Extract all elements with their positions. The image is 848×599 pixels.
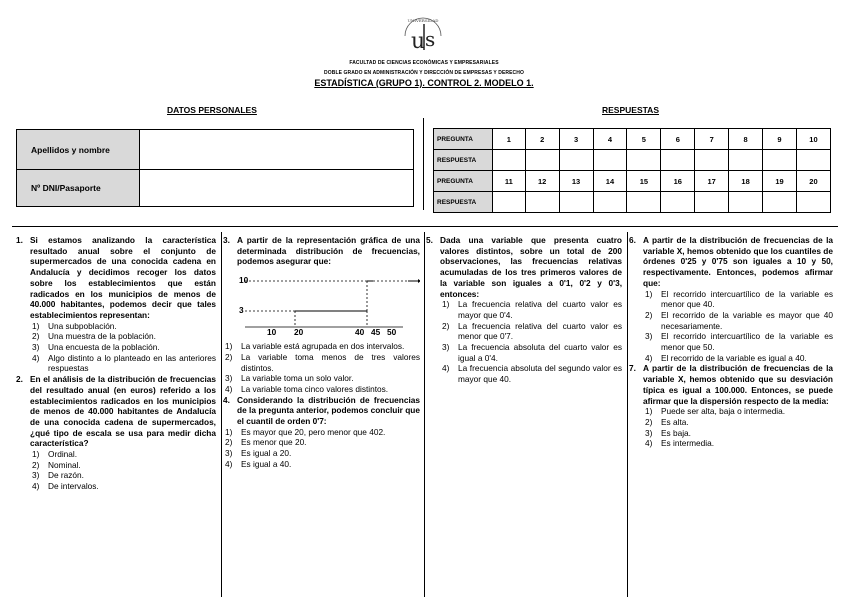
question-number: 10 xyxy=(796,129,830,150)
answer-cell[interactable] xyxy=(763,192,797,213)
answer-cell[interactable] xyxy=(627,150,661,171)
question-number: 20 xyxy=(796,171,830,192)
svg-text:u: u xyxy=(411,29,426,52)
option[interactable]: 4) La variable toma cinco valores distintos. xyxy=(225,383,389,394)
option[interactable]: 1) El recorrido intercuartílico de la variable es menor que 40. xyxy=(645,288,833,310)
option[interactable]: 2) La variable toma menos de tres valores distintos. xyxy=(225,351,420,373)
question-7-options xyxy=(643,406,833,449)
option[interactable]: 2) Nominal. xyxy=(32,459,81,470)
option[interactable]: 3) La frecuencia absoluta del cuarto valor es igual a 0'4. xyxy=(442,342,622,363)
question-number: 11 xyxy=(493,171,526,192)
option[interactable]: 4) Es intermedia. xyxy=(645,438,715,449)
question-1: 1. Si estamos analizando la característica resultado anual sobre el conjunto de supermercados de una conocida cadena en Andalucía y decidimos recoger los datos sobre los establecimientos que están radicados en los municipios de menos de 40.000 habitantes, podemos decir que tales establecimientos representan: xyxy=(16,235,216,320)
horizontal-divider xyxy=(12,226,838,227)
faculty-name: FACULTAD DE CIENCIAS ECONÓMICAS Y EMPRESARIALES xyxy=(349,60,499,66)
answer-cell[interactable] xyxy=(695,150,729,171)
x-tick-label: 10 xyxy=(267,327,277,338)
column-divider xyxy=(627,232,628,597)
column-1 xyxy=(16,235,216,492)
column-divider xyxy=(221,232,222,597)
option[interactable]: 2) Una muestra de la población. xyxy=(32,331,156,342)
y-tick-label: 10 xyxy=(239,275,249,286)
x-tick-label: 45 xyxy=(371,327,381,338)
question-1-options xyxy=(30,321,216,375)
question-2-options xyxy=(30,449,216,492)
answer-label: RESPUESTA xyxy=(434,192,493,213)
step-graph xyxy=(223,267,420,357)
option[interactable]: 4) De intervalos. xyxy=(32,481,99,492)
option[interactable]: 2) El recorrido de la variable es mayor que 40 necesariamente. xyxy=(645,309,833,331)
column-divider xyxy=(424,232,425,597)
answer-cell[interactable] xyxy=(627,192,661,213)
question-number: 2 xyxy=(525,129,559,150)
svg-text:s: s xyxy=(425,27,436,51)
id-field[interactable] xyxy=(140,170,414,207)
answer-cell[interactable] xyxy=(593,192,627,213)
option[interactable]: 3) El recorrido intercuartílico de la variable es menor que 50. xyxy=(645,331,833,353)
question-7: 7. A partir de la distribución de frecuencias de la variable X, hemos obtenido que su desviación típica es igual a 100.000. Entonces, se puede afirmar que la dispersión respecto de la media: xyxy=(629,363,833,406)
option[interactable]: 2) La frecuencia relativa del cuarto valor es menor que 0'7. xyxy=(442,320,622,342)
section-divider xyxy=(423,118,424,210)
option[interactable]: 4) La frecuencia absoluta del segundo valor es mayor que 40. xyxy=(442,363,622,385)
question-4-options xyxy=(223,427,420,470)
question-3: 3. A partir de la representación gráfica de una determinada distribución de frecuencias, podemos asegurar que: xyxy=(223,235,420,267)
option[interactable]: 4) Algo distinto a lo planteado en las anteriores respuestas xyxy=(32,352,216,374)
answer-cell[interactable] xyxy=(525,192,559,213)
option[interactable]: 1) La variable está agrupada en dos intervalos. xyxy=(225,341,405,352)
id-label: Nº DNI/Pasaporte xyxy=(17,170,140,207)
personal-heading: DATOS PERSONALES xyxy=(167,105,257,115)
option[interactable]: 1) Es mayor que 20, pero menor que 402. xyxy=(225,426,386,437)
answers-heading: RESPUESTAS xyxy=(602,105,659,115)
option[interactable]: 1) La frecuencia relativa del cuarto valor es mayor que 0'4. xyxy=(442,299,622,320)
question-number: 9 xyxy=(763,129,797,150)
question-2: 2. En el análisis de la distribución de frecuencias del resultado anual (en euros) referido a los establecimientos radicados en los municipios de menos de 40.000 habitantes de Andalucía de una conocida cadena de supermercados, ¿qué tipo de escala se usa para medir dicha característica? xyxy=(16,374,216,449)
option[interactable]: 2) Es alta. xyxy=(645,416,689,427)
answer-cell[interactable] xyxy=(559,192,593,213)
question-number: 1 xyxy=(493,129,526,150)
option[interactable]: 1) Ordinal. xyxy=(32,449,78,460)
x-tick-label: 20 xyxy=(294,327,304,338)
question-number: 3 xyxy=(559,129,593,150)
degree-name: DOBLE GRADO EN ADMINISTRACIÓN Y DIRECCIÓN DE EMPRESAS Y DERECHO xyxy=(324,70,524,76)
question-number: 7 xyxy=(695,129,729,150)
question-label: PREGUNTA xyxy=(434,171,493,192)
svg-text:UNIVERSIDAD: UNIVERSIDAD xyxy=(407,18,439,23)
answer-cell[interactable] xyxy=(729,192,763,213)
answer-cell[interactable] xyxy=(796,150,830,171)
answers-table xyxy=(433,128,831,213)
question-number: 18 xyxy=(729,171,763,192)
option[interactable]: 3) Una encuesta de la población. xyxy=(32,342,160,353)
question-number: 6 xyxy=(661,129,695,150)
option[interactable]: 3) Es baja. xyxy=(645,427,691,438)
answer-cell[interactable] xyxy=(593,150,627,171)
answer-cell[interactable] xyxy=(695,192,729,213)
question-number: 15 xyxy=(627,171,661,192)
question-number: 16 xyxy=(661,171,695,192)
question-number: 5 xyxy=(627,129,661,150)
question-6: 6. A partir de la distribución de frecuencias de la variable X, hemos obtenido que los cuantiles de órdenes 0'25 y 0'75 son iguales a 10 y 50, respectivamente. Entonces, podemos afirmar que: xyxy=(629,235,833,288)
answer-cell[interactable] xyxy=(661,150,695,171)
answer-cell[interactable] xyxy=(661,192,695,213)
column-3 xyxy=(426,235,622,385)
question-5: 5. Dada una variable que presenta cuatro valores distintos, sobre un total de 200 observaciones, las frecuencias relativas acumuladas de los tres primeros valores de la variable son iguales a 0'1, 0'2 y 0'3, entonces: xyxy=(426,235,622,299)
exam-title: ESTADÍSTICA (GRUPO 1). CONTROL 2. MODELO 1. xyxy=(314,78,534,88)
option[interactable]: 3) De razón. xyxy=(32,470,84,481)
option[interactable]: 2) Es menor que 20. xyxy=(225,437,307,448)
option[interactable]: 3) Es igual a 20. xyxy=(225,448,292,459)
answer-cell[interactable] xyxy=(729,150,763,171)
university-logo xyxy=(397,10,449,52)
answer-cell[interactable] xyxy=(796,192,830,213)
option[interactable]: 3) La variable toma un solo valor. xyxy=(225,373,354,384)
question-number: 14 xyxy=(593,171,627,192)
question-4: 4. Considerando la distribución de frecuencias de la pregunta anterior, podemos concluir que el cuantil de orden 0'7: xyxy=(223,394,420,427)
option[interactable]: 1) Una subpoblación. xyxy=(32,320,117,331)
y-tick-label: 3 xyxy=(239,305,244,316)
question-number: 4 xyxy=(593,129,627,150)
question-5-options xyxy=(440,299,622,385)
answer-label: RESPUESTA xyxy=(434,150,493,171)
column-2 xyxy=(223,235,420,470)
question-6-options xyxy=(643,289,833,364)
x-tick-label: 50 xyxy=(387,327,397,338)
column-4 xyxy=(629,235,833,449)
name-field[interactable] xyxy=(140,130,414,170)
answer-cell[interactable] xyxy=(559,150,593,171)
question-number: 12 xyxy=(525,171,559,192)
question-number: 13 xyxy=(559,171,593,192)
option[interactable]: 4) El recorrido de la variable es igual a 40. xyxy=(645,352,807,363)
option[interactable]: 1) Puede ser alta, baja o intermedia. xyxy=(645,406,786,417)
question-number: 17 xyxy=(695,171,729,192)
answer-cell[interactable] xyxy=(525,150,559,171)
answer-cell[interactable] xyxy=(493,150,526,171)
answer-cell[interactable] xyxy=(493,192,526,213)
question-number: 19 xyxy=(763,171,797,192)
name-label: Apellidos y nombre xyxy=(17,130,140,170)
option[interactable]: 4) Es igual a 40. xyxy=(225,458,292,469)
answer-cell[interactable] xyxy=(763,150,797,171)
question-label: PREGUNTA xyxy=(434,129,493,150)
question-number: 8 xyxy=(729,129,763,150)
personal-data-table xyxy=(16,129,414,207)
x-tick-label: 40 xyxy=(355,327,365,338)
